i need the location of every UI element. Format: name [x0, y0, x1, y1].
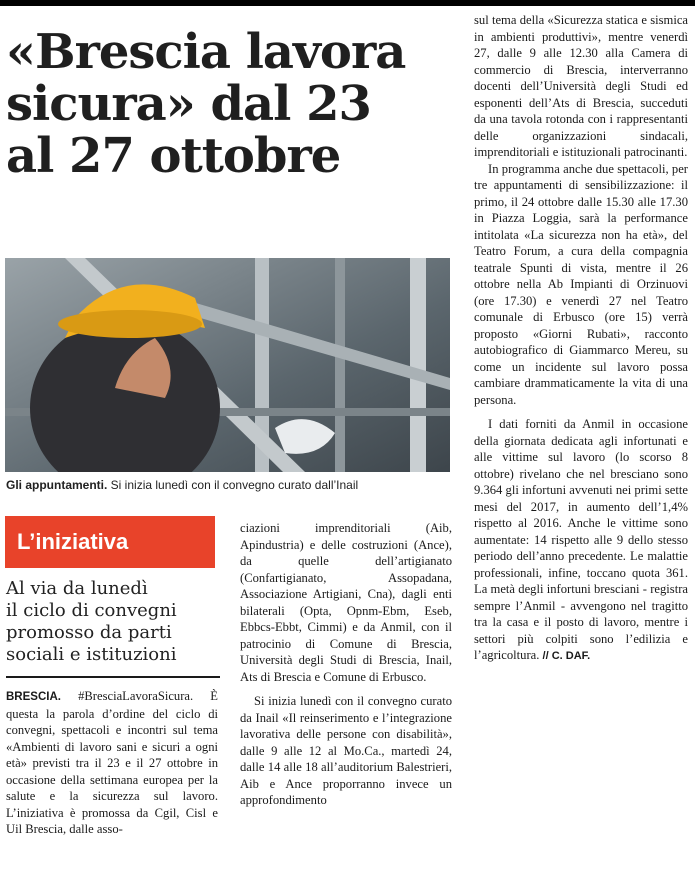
column-2-paragraph-2: Si inizia lunedì con il convegno curato da Inail «Il reinserimento e l’integrazione lavorativa delle persone con disabilità», dalle 9 alle 12 al Mo.Ca., martedì 24, dalle 14 alle 18 all’auditorium Balestrieri, Aib e Ance proporranno invece un approfondimento	[240, 694, 452, 807]
photo-caption	[6, 478, 451, 492]
column-3-paragraph-2: In programma anche due spettacoli, per tre appuntamenti di sensibilizzazione: il primo, il 24 ottobre dalle 15.30 alle 17.30 in Piazza Loggia, sarà la performance intitolata «La sicurezza non ha età», del Teatro Forum, a cura della compagnia teatrale Spunti di vista, mentre il 26 ottobre nella Ab Impianti di Orzinuovi (ore 17.30) e venerdì 27 nel Teatro comunale di Erbusco (ore 15) verrà proposto «Giorni Rubati», racconto autobiografico di Giammarco Mereu, su come un incidente sul lavoro possa cambiare drammaticamente la vita di una persona.	[474, 161, 688, 407]
subheadline	[6, 578, 220, 678]
column-3-paragraph-1: sul tema della «Sicurezza statica e sismica in ambienti produttivi», mentre venerdì 27, dalle 9 alle 12.30 alla Camera di commercio di Brescia, interverranno docenti dell’Università degli Studi ed esponenti dell’Ats di Brescia, succeduti da una tavola rotonda con i rappresentanti delle organizzazioni sindacali, imprenditoriali e istituzionali patrocinanti.	[474, 13, 688, 159]
article-column-1	[6, 688, 218, 838]
article-column-2	[240, 520, 452, 809]
headline-line-3: al 27 ottobre	[6, 128, 341, 184]
subheadline-line-2: il ciclo di convegni	[6, 600, 177, 621]
dateline: BRESCIA.	[6, 691, 61, 703]
article-photo	[5, 258, 450, 472]
headline-line-1: «Brescia lavora	[6, 24, 406, 80]
subheadline-line-1: Al via da lunedì	[6, 578, 148, 599]
column-1-text: #BresciaLavoraSicura. È questa la parola d’ordine del ciclo di convegni, spettacoli e incontri sul tema «Ambienti di lavoro sani e sicuri a ogni età» previsti tra il 23 e il 27 ottobre in occasione della settimana europea per la salute e la sicurezza sul lavoro. L’iniziativa è promossa da Cgil, Cisl e Uil Brescia, dalle asso-	[6, 689, 218, 836]
caption-text: Si inizia lunedì con il convegno curato dall’Inail	[107, 478, 359, 492]
top-rule	[0, 0, 695, 6]
headline-line-2: sicura» dal 23	[6, 76, 371, 132]
article-column-3	[474, 12, 688, 665]
headline	[6, 26, 446, 182]
section-tag: L’iniziativa	[5, 516, 215, 568]
caption-lead: Gli appuntamenti.	[6, 478, 108, 492]
author-signature: // C. DAF.	[542, 650, 591, 662]
subheadline-line-3: promosso da parti	[6, 622, 172, 643]
column-2-paragraph-1: ciazioni imprenditoriali (Aib, Apindustria) e delle costruzioni (Ance), da quelle dell’artigianato (Confartigianato, Assopadana, Associazione Artigiani, Cna), dagli enti bilaterali (Opta, Opnm-Ebm, Eseb, Ebbcs-Ebbt, Cimmi) e da Anmil, con il patrocinio di Comune di Brescia, Università degli Studi di Brescia, Inail, Ats di Brescia e Comune di Erbusco.	[240, 521, 452, 684]
subheadline-line-4: sociali e istituzioni	[6, 644, 177, 665]
column-3-paragraph-3: I dati forniti da Anmil in occasione della giornata dedicata agli infortunati e alle vittime sul lavoro (lo scorso 8 ottobre) rivelano che nel bresciano sono 9.364 gli infortuni avvenuti nei primi sette mesi del 2017, in aumento dell’1,4% rispetto al 2016. Anche le vittime sono aumentate: 14 rispetto alle 9 dello stesso periodo dell’anno precedente. Le malattie professionali, infine, toccano quota 361. La metà degli infortuni bresciani - registra sempre l’Anmil - avvengono nel tragitto tra la casa e il posto di lavoro, mentre i settori più colpiti sono l’edilizia e l’agricoltura.	[474, 417, 688, 662]
worker-scaffolding-image	[5, 258, 450, 472]
